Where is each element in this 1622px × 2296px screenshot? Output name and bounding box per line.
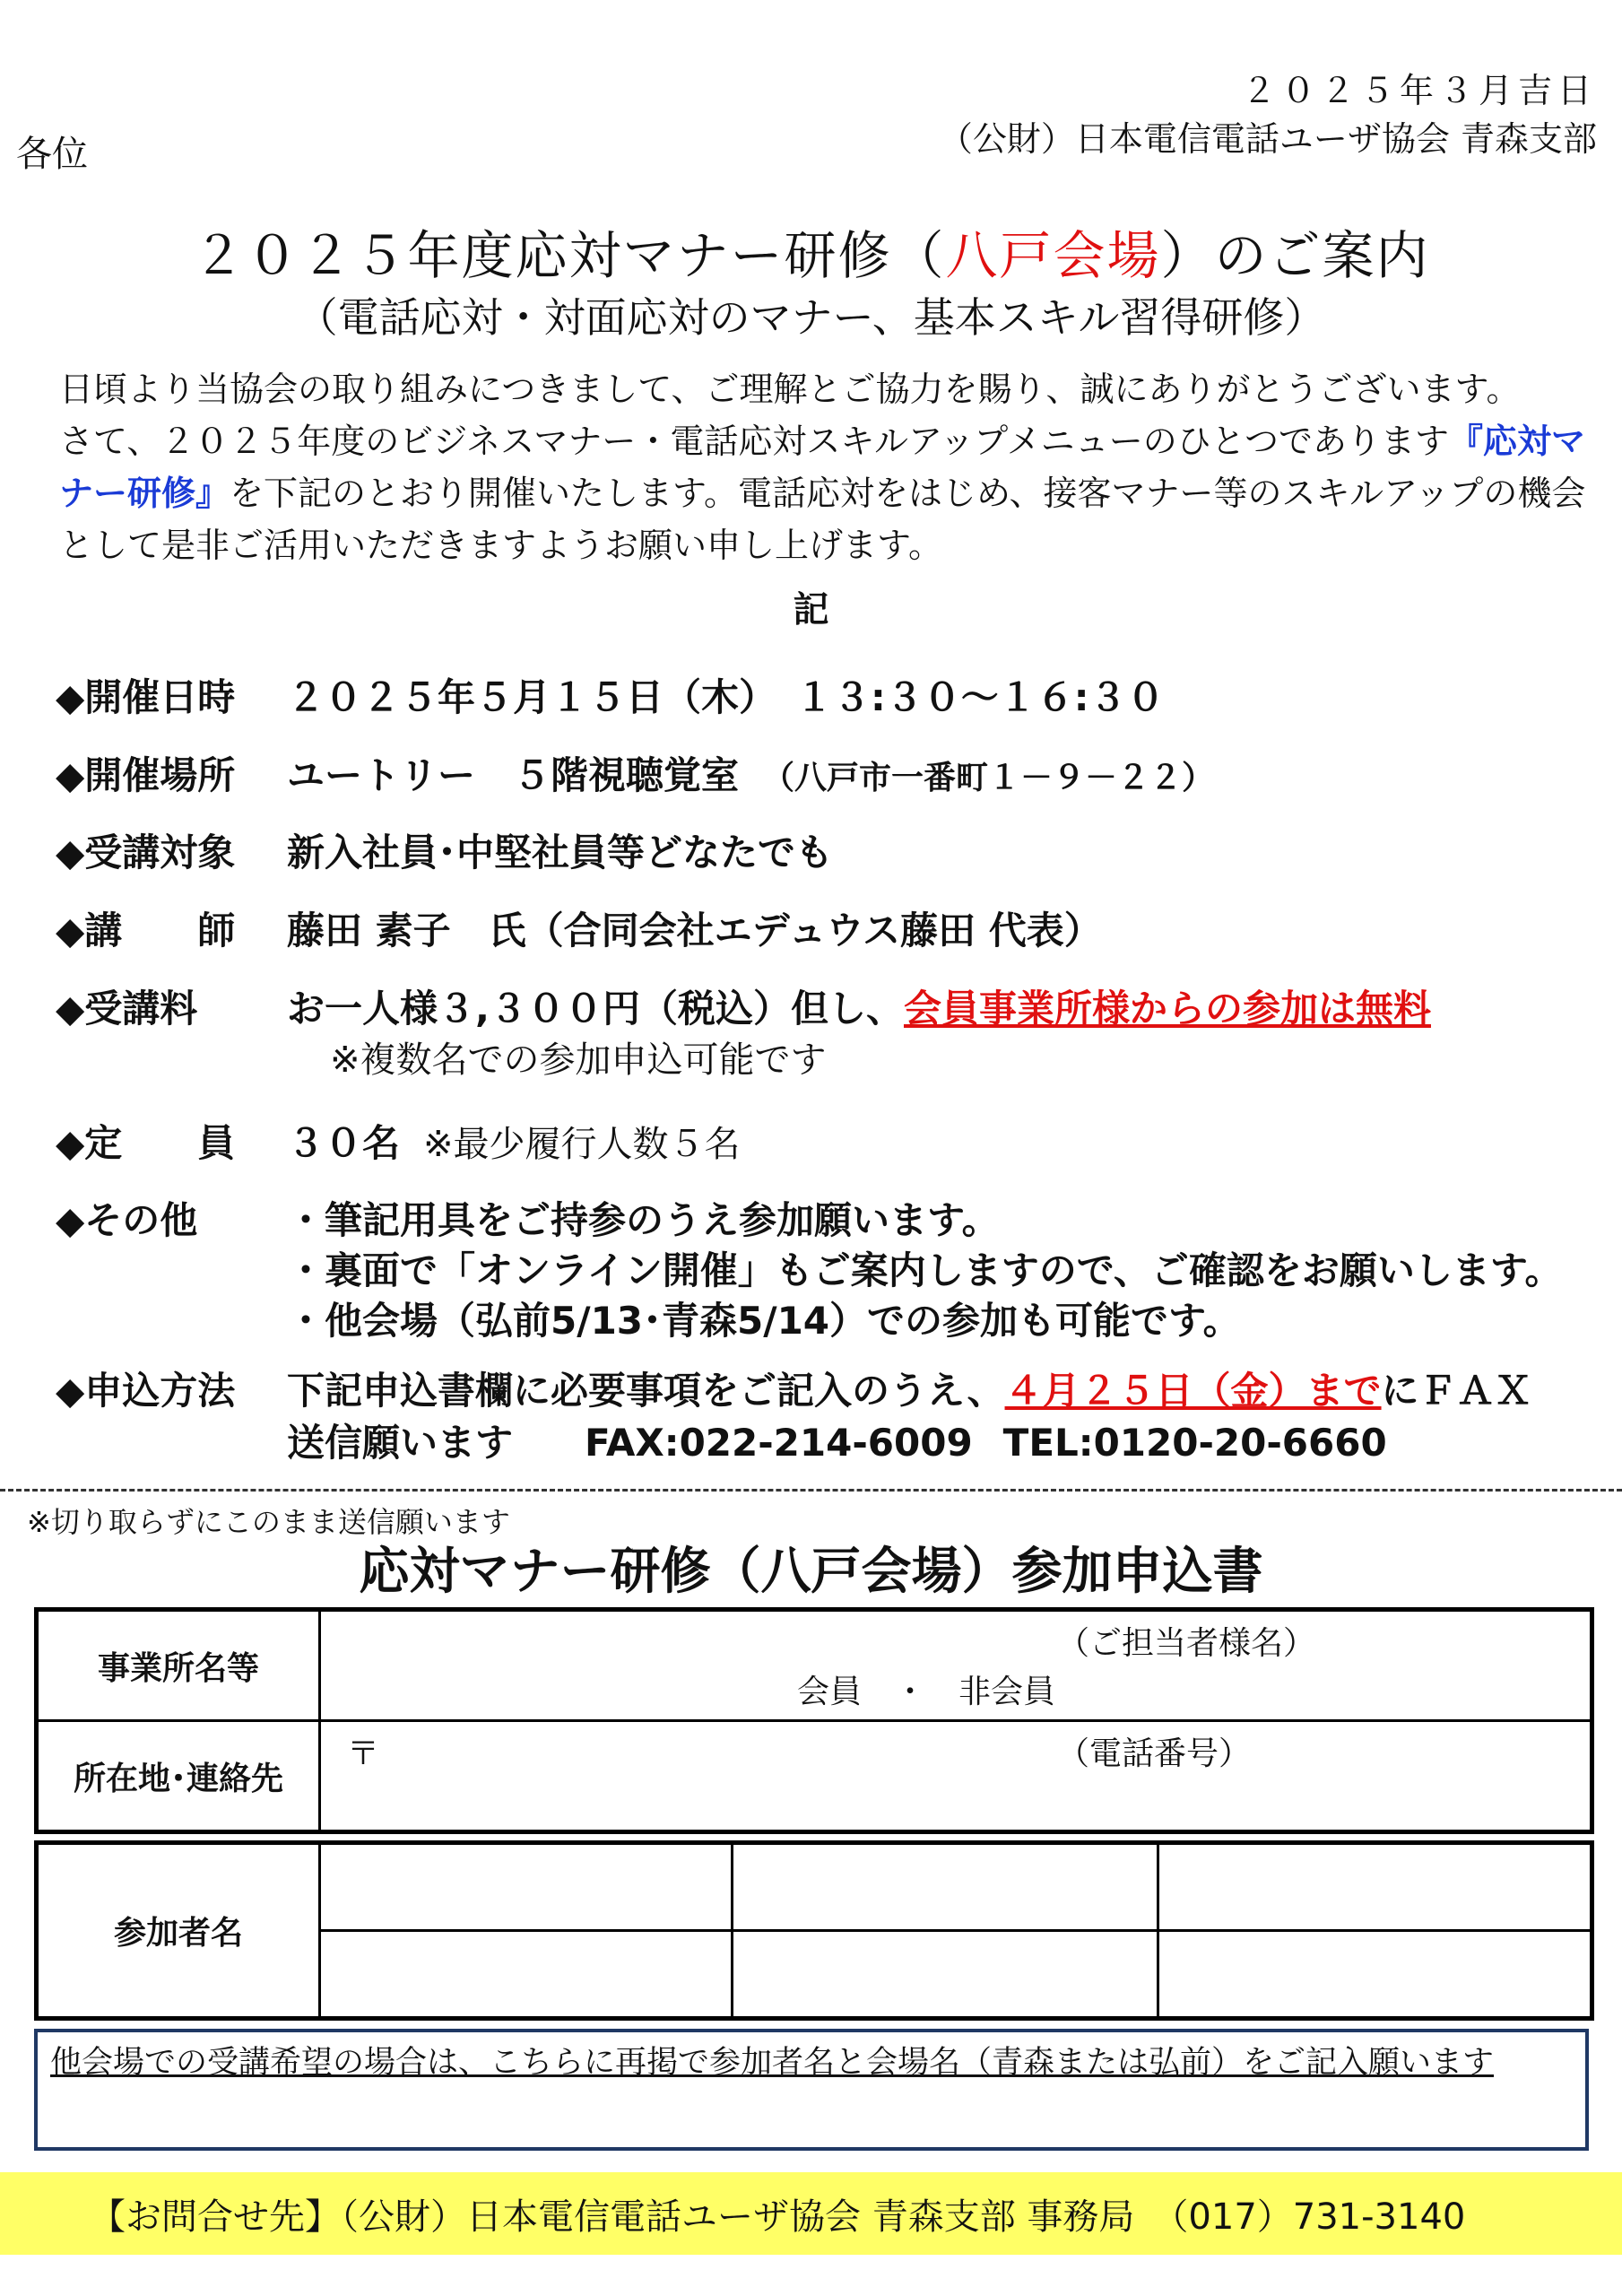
participant-name-field[interactable] bbox=[1158, 1931, 1592, 2019]
item-place bbox=[56, 746, 1214, 800]
participants-label: 参加者名 bbox=[37, 1843, 320, 2019]
item-apply bbox=[56, 1361, 1532, 1415]
item-fee-label: ◆受講料 bbox=[56, 987, 198, 1031]
address-field[interactable] bbox=[320, 1721, 1592, 1832]
item-capacity-value: ３０名 bbox=[287, 1121, 401, 1165]
item-other bbox=[56, 1191, 1000, 1245]
issuer-organization: （公財）日本電信電話ユーザ協会 青森支部 bbox=[938, 119, 1597, 159]
addressee: 各位 bbox=[16, 134, 88, 175]
item-lecturer-label: ◆講 師 bbox=[56, 909, 236, 952]
item-target bbox=[56, 823, 833, 877]
item-apply-label: ◆申込方法 bbox=[56, 1369, 236, 1413]
item-other-1: ・筆記用具をご持参のうえ参加願います。 bbox=[287, 1198, 1000, 1242]
item-place-label: ◆開催場所 bbox=[56, 753, 236, 797]
participant-name-field[interactable] bbox=[733, 1843, 1158, 1931]
item-fee-free: 会員事業所様からの参加は無料 bbox=[903, 987, 1431, 1031]
item-lecturer-value: 藤田 素子 氏（合同会社エデュウス藤田 代表） bbox=[287, 909, 1102, 952]
item-date bbox=[56, 668, 1165, 722]
address-label: 所在地･連絡先 bbox=[37, 1721, 320, 1832]
item-apply-line2 bbox=[287, 1413, 1387, 1467]
item-apply-value-a: 下記申込書欄に必要事項をご記入のうえ、 bbox=[287, 1369, 1005, 1413]
other-venue-box[interactable] bbox=[34, 2029, 1589, 2151]
item-capacity-note: ※最少履行人数５名 bbox=[423, 1124, 741, 1165]
title-prefix: ２０２５年度応対マナー研修（ bbox=[192, 225, 946, 286]
item-fee bbox=[56, 979, 1431, 1033]
item-other-3: ・他会場（弘前5/13･青森5/14）での参加も可能です。 bbox=[287, 1299, 1241, 1343]
item-apply-send: 送信願います bbox=[287, 1421, 514, 1465]
participant-name-field[interactable] bbox=[320, 1843, 733, 1931]
title-suffix: ）のご案内 bbox=[1160, 225, 1430, 286]
intro-paragraph bbox=[34, 363, 1594, 571]
issue-date: ２０２５年３月吉日 bbox=[1241, 71, 1597, 110]
participants-table bbox=[34, 1840, 1594, 2021]
participant-name-field[interactable] bbox=[320, 1931, 733, 2019]
tel-number: TEL:0120-20-6660 bbox=[1002, 1421, 1387, 1465]
cut-note: ※切り取らずにこのまま送信願います bbox=[27, 1505, 510, 1539]
intro-text-a: さて、２０２５年度のビジネスマナー・電話応対スキルアップメニューのひとつであります bbox=[59, 422, 1450, 461]
intro-line-1: 日頃より当協会の取り組みにつきまして、ご理解とご協力を賜り、誠にありがとうございます。 bbox=[59, 370, 1521, 409]
item-capacity-label: ◆定 員 bbox=[56, 1121, 236, 1165]
intro-line-2 bbox=[34, 415, 1594, 571]
page-subtitle: （電話応対・対面応対のマナー、基本スキル習得研修） bbox=[296, 293, 1326, 342]
item-fee-value: お一人様３,３００円（税込）但し、 bbox=[287, 987, 904, 1031]
member-choice[interactable]: 会員 ・ 非会員 bbox=[797, 1674, 1056, 1710]
item-other-2: ・裏面で「オンライン開催」もご案内しますので、ご確認をお願いします。 bbox=[287, 1248, 1563, 1292]
cut-line bbox=[0, 1489, 1622, 1492]
item-lecturer bbox=[56, 901, 1102, 955]
office-name-label: 事業所名等 bbox=[37, 1610, 320, 1721]
item-target-label: ◆受講対象 bbox=[56, 831, 236, 874]
intro-text-c: を下記のとおり開催いたします。電話応対をはじめ、接客マナー等のスキルアップの機会として是非ご活用いただきますようお願い申し上げます。 bbox=[59, 474, 1586, 565]
office-name-field[interactable] bbox=[320, 1610, 1592, 1721]
participant-name-field[interactable] bbox=[1158, 1843, 1592, 1931]
item-apply-value-b: にＦＡＸ bbox=[1381, 1369, 1532, 1413]
item-apply-deadline: ４月２５日（金）まで bbox=[1004, 1369, 1382, 1413]
applicant-info-table bbox=[34, 1607, 1594, 1834]
title-venue: 八戸会場 bbox=[945, 225, 1161, 286]
item-fee-note: ※複数名での参加申込可能です bbox=[330, 1039, 827, 1081]
item-other-label: ◆その他 bbox=[56, 1198, 198, 1242]
other-venue-note: 他会場での受講希望の場合は、こちらに再掲で参加者名と会場名（青森または弘前）をご記入願います bbox=[50, 2045, 1495, 2081]
phone-label: （電話番号） bbox=[1057, 1735, 1252, 1772]
footer-inquiry-text: 【お問合せ先】（公財）日本電信電話ユーザ協会 青森支部 事務局 （017）731-3140 bbox=[90, 2196, 1466, 2238]
participant-name-field[interactable] bbox=[733, 1931, 1158, 2019]
form-title: 応対マナー研修（八戸会場）参加申込書 bbox=[359, 1543, 1263, 1601]
fax-number: FAX:022-214-6009 bbox=[585, 1421, 973, 1465]
item-target-value: 新入社員･中堅社員等どなたでも bbox=[287, 831, 834, 874]
item-place-address: （八戸市一番町１－９－２２） bbox=[762, 760, 1215, 796]
contact-person-label: （ご担当者様名） bbox=[1057, 1625, 1316, 1662]
ki-heading: 記 bbox=[793, 589, 829, 631]
item-capacity bbox=[56, 1114, 741, 1168]
footer-inquiry bbox=[0, 2172, 1622, 2255]
item-date-label: ◆開催日時 bbox=[56, 675, 236, 719]
postal-mark: 〒 bbox=[347, 1735, 380, 1772]
training-name-highlight: 『応対マナー研修』 bbox=[59, 422, 1586, 513]
item-place-value: ユートリー ５階視聴覚室 bbox=[287, 753, 740, 797]
page-title bbox=[0, 213, 1622, 289]
item-date-value: ２０２５年５月１５日（木） １３:３０～１６:３０ bbox=[287, 675, 1165, 719]
